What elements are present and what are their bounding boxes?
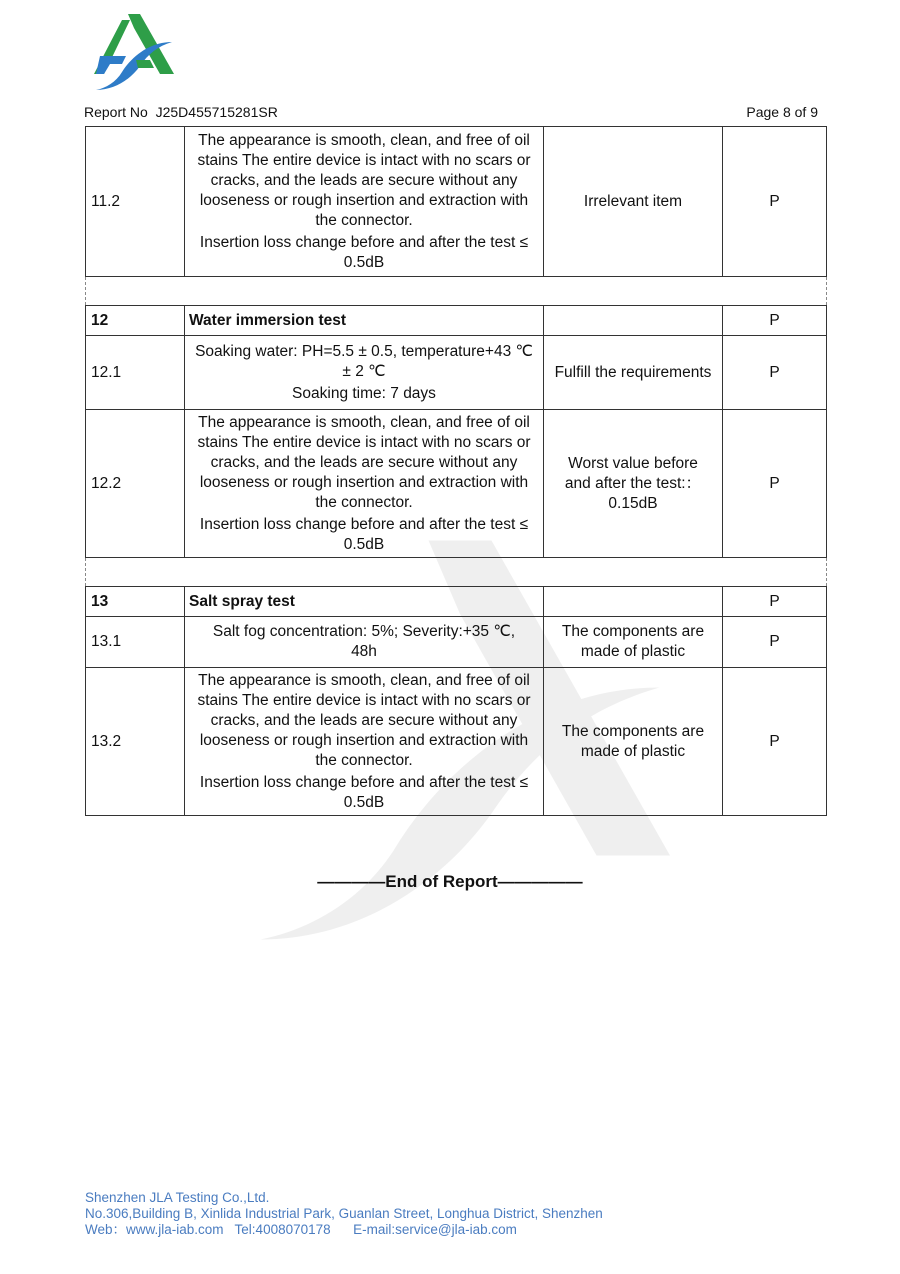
row-spacer	[86, 558, 827, 587]
report-header	[84, 104, 818, 120]
table-row: 11.2 The appearance is smooth, clean, and free of oil stains The entire device is intact with no scars or cracks, and the leads are secure without any looseness or rough insertion and extraction with the connector. Insertion loss change before and after the test ≤ 0.5dB Irrelevant item P	[86, 127, 827, 277]
footer-contact: Web：www.jla-iab.com Tel:4008070178 E-mail:service@jla-iab.com	[85, 1222, 517, 1237]
row-spacer	[86, 277, 827, 306]
company-logo	[92, 12, 176, 92]
page-number: Page 8 of 9	[746, 104, 818, 120]
test-results-table	[85, 126, 827, 816]
section-header-row: 12 Water immersion test P	[86, 306, 827, 336]
section-header-row: 13 Salt spray test P	[86, 587, 827, 617]
table-row: 12.1 Soaking water: PH=5.5 ± 0.5, temperature+43 ℃ ± 2 ℃ Soaking time: 7 days Fulfill the requirements P	[86, 336, 827, 410]
page-footer	[85, 1190, 603, 1238]
table-row: 12.2 The appearance is smooth, clean, and free of oil stains The entire device is intact with no scars or cracks, and the leads are secure without any looseness or rough insertion and extraction with the connector. Insertion loss change before and after the test ≤ 0.5dB Worst value before and after the test:： 0.15dB P	[86, 410, 827, 558]
table-row: 13.1 Salt fog concentration: 5%; Severity:+35 ℃, 48h The components are made of plastic P	[86, 617, 827, 668]
footer-company: Shenzhen JLA Testing Co.,Ltd.	[85, 1190, 270, 1205]
end-of-report: ————End of Report—————	[317, 872, 583, 891]
table-row: 13.2 The appearance is smooth, clean, and free of oil stains The entire device is intact with no scars or cracks, and the leads are secure without any looseness or rough insertion and extraction with the connector. Insertion loss change before and after the test ≤ 0.5dB The components are made of plastic P	[86, 668, 827, 816]
footer-address: No.306,Building B, Xinlida Industrial Park, Guanlan Street, Longhua District, Shenzhen	[85, 1206, 603, 1221]
report-number: Report No J25D455715281SR	[84, 104, 278, 120]
